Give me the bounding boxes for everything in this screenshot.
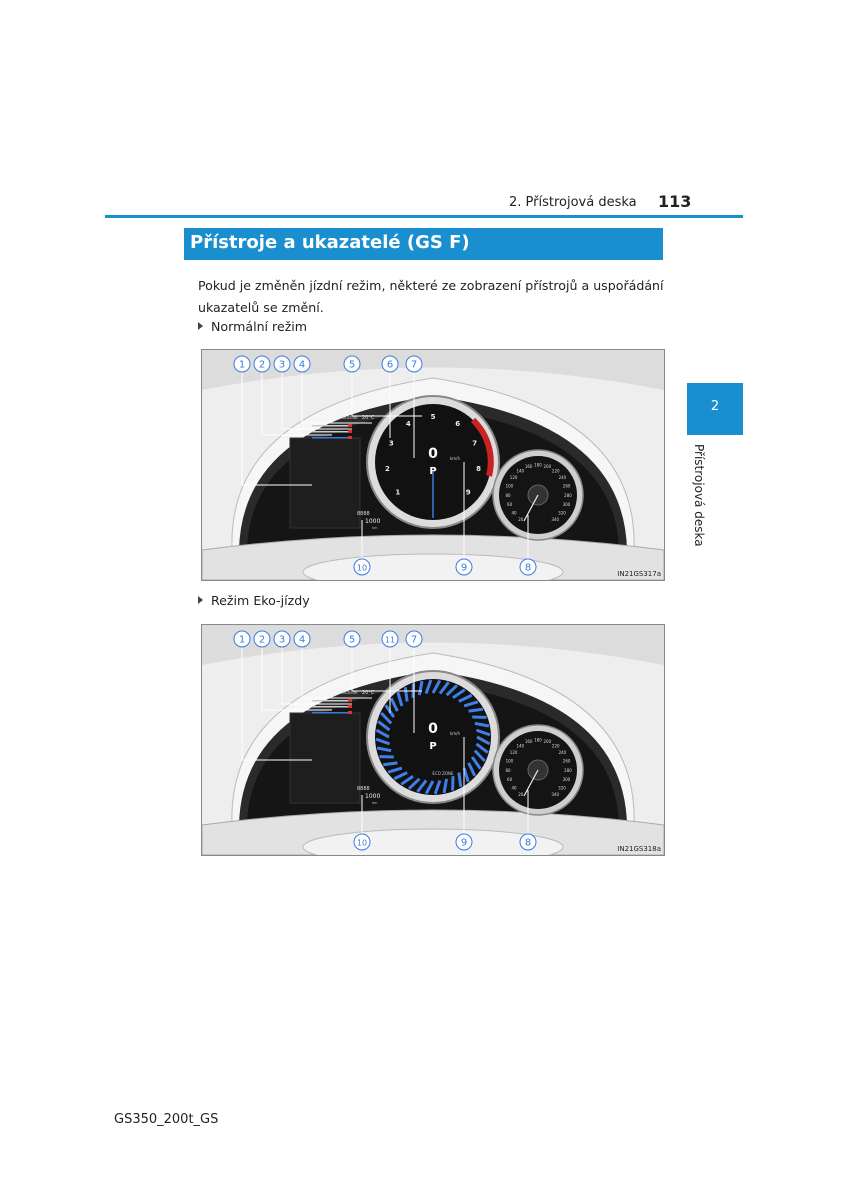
callout-number: 8	[524, 837, 532, 849]
speedometer-number: 100	[505, 758, 514, 764]
callout-number: 9	[460, 562, 468, 574]
tach-number: 8	[476, 465, 482, 474]
speed-digit: 0	[428, 446, 438, 462]
speedometer-number: 120	[509, 750, 518, 756]
tach-number: 9	[465, 488, 471, 497]
eco-segment	[383, 763, 397, 765]
gauge-bar	[312, 437, 348, 439]
speedometer-number: 160	[524, 738, 533, 744]
speedometer-number: 240	[558, 750, 567, 756]
speedometer-number: 80	[505, 767, 511, 773]
warning-mark	[348, 436, 352, 439]
odometer-unit: km	[372, 801, 378, 805]
speedometer-number: 260	[562, 483, 571, 489]
figure-code: IN21GS317a	[617, 570, 661, 578]
gauge-bar	[312, 431, 348, 433]
callout-number: 7	[410, 634, 418, 646]
speedometer-number: 200	[543, 738, 552, 744]
speedometer-number: 220	[551, 468, 560, 474]
figure-normal-mode	[201, 349, 665, 581]
bullet-triangle-icon	[198, 596, 203, 604]
warning-mark	[348, 430, 352, 433]
tach-number: 1	[395, 488, 401, 497]
callout-number: 5	[348, 359, 356, 371]
chapter-tab	[687, 383, 743, 435]
outside-label: Outside	[342, 690, 358, 695]
section-title-bar	[184, 228, 663, 260]
speedometer-number: 300	[562, 777, 571, 783]
figure-eco-mode	[201, 624, 665, 856]
callout-number: 11	[384, 635, 396, 645]
eco-zone-label: ECO ZONE	[432, 771, 454, 776]
bullet-triangle-icon	[198, 322, 203, 330]
gear-indicator: P	[429, 466, 437, 477]
speedometer-number: 180	[534, 462, 542, 468]
speedometer-number: 160	[524, 463, 533, 469]
outside-temp: 20°C	[362, 415, 375, 421]
speedometer-number: 20	[518, 517, 524, 523]
chapter-label: Přístrojová deska	[692, 444, 706, 547]
callout-number: 3	[278, 359, 286, 371]
gauge-bar	[312, 425, 348, 427]
callout-number: 9	[460, 837, 468, 849]
callout-number: 4	[298, 359, 306, 371]
speedometer-number: 280	[564, 492, 572, 498]
cluster-illustration-normal	[202, 350, 664, 580]
gauge-bar	[312, 700, 348, 702]
eco-segment	[469, 709, 483, 711]
odometer-value: 1000	[365, 793, 381, 800]
callout-number: 6	[386, 359, 394, 371]
speedometer-number: 280	[564, 767, 572, 773]
speed-digit: 0	[428, 721, 438, 737]
gear-indicator: P	[429, 741, 437, 752]
speedometer-number: 180	[534, 737, 542, 743]
speedometer-number: 80	[505, 492, 511, 498]
speedometer-number: 40	[511, 785, 517, 791]
multi-info-display	[290, 713, 360, 803]
speed-unit: km/h	[449, 731, 461, 736]
speedometer-number: 320	[558, 785, 566, 791]
eco-segment	[405, 687, 407, 701]
bullet-label: Režim Eko-jízdy	[211, 593, 310, 608]
speedometer-number: 20	[518, 792, 524, 798]
speed-unit: km/h	[449, 456, 461, 461]
warning-mark	[348, 699, 352, 702]
bullet-normal-mode	[198, 319, 307, 334]
callout-number: 4	[298, 634, 306, 646]
tach-number: 4	[405, 420, 411, 429]
odometer-unit: km	[372, 526, 378, 530]
speedometer-number: 60	[507, 502, 513, 508]
page-number: 113	[658, 192, 692, 211]
figure-code: IN21GS318a	[617, 845, 661, 853]
callout-number: 1	[238, 634, 246, 646]
tach-number: 2	[384, 465, 390, 474]
chapter-number: 2	[710, 399, 720, 414]
speedometer-number: 200	[543, 463, 552, 469]
odometer-top: 8888	[357, 511, 370, 517]
speedometer-number: 240	[558, 475, 567, 481]
eco-segment	[459, 773, 461, 787]
tach-number: 7	[472, 439, 478, 448]
outside-label: Outside	[342, 415, 358, 420]
tach-number: 6	[455, 420, 461, 429]
odometer-value: 1000	[365, 518, 381, 525]
tach-number: 3	[388, 439, 394, 448]
warning-mark	[348, 424, 352, 427]
cluster-illustration-eco	[202, 625, 664, 855]
speedometer-number: 140	[516, 743, 525, 749]
gauge-bar	[312, 712, 348, 714]
odometer-top: 8888	[357, 786, 370, 792]
speedometer-number: 340	[551, 792, 560, 798]
outside-temp: 20°C	[362, 690, 375, 696]
speedometer-number: 300	[562, 502, 571, 508]
speedometer-number: 260	[562, 758, 571, 764]
footer-model-code: GS350_200t_GS	[114, 1112, 219, 1127]
callout-number: 3	[278, 634, 286, 646]
callout-number: 5	[348, 634, 356, 646]
speedometer-number: 340	[551, 517, 560, 523]
speedometer-number: 220	[551, 743, 560, 749]
callout-number: 1	[238, 359, 246, 371]
bullet-label: Normální režim	[211, 319, 308, 334]
bullet-eco-mode	[198, 593, 310, 608]
header-rule	[105, 215, 743, 218]
tach-number: 5	[430, 413, 436, 421]
speedometer-number: 140	[516, 468, 525, 474]
speedometer-number: 100	[505, 483, 514, 489]
eco-inner-face	[391, 695, 475, 779]
speedometer-number: 320	[558, 510, 566, 516]
callout-number: 2	[258, 359, 266, 371]
multi-info-display	[290, 438, 360, 528]
speedometer-number: 40	[511, 510, 517, 516]
callout-number: 10	[356, 563, 368, 573]
speedometer-number: 60	[507, 777, 513, 783]
warning-mark	[348, 711, 352, 714]
callout-number: 2	[258, 634, 266, 646]
callout-number: 10	[356, 838, 368, 848]
gauge-bar	[312, 706, 348, 708]
callout-number: 8	[524, 562, 532, 574]
callout-number: 7	[410, 359, 418, 371]
warning-mark	[348, 705, 352, 708]
running-header-section: 2. Přístrojová deska	[509, 195, 637, 210]
section-title: Přístroje a ukazatelé (GS F)	[190, 232, 470, 253]
speedometer-number: 120	[509, 475, 518, 481]
intro-paragraph: Pokud je změněn jízdní režim, některé ze zobrazení přístrojů a uspořádání ukazatelů se změní.	[198, 278, 664, 315]
